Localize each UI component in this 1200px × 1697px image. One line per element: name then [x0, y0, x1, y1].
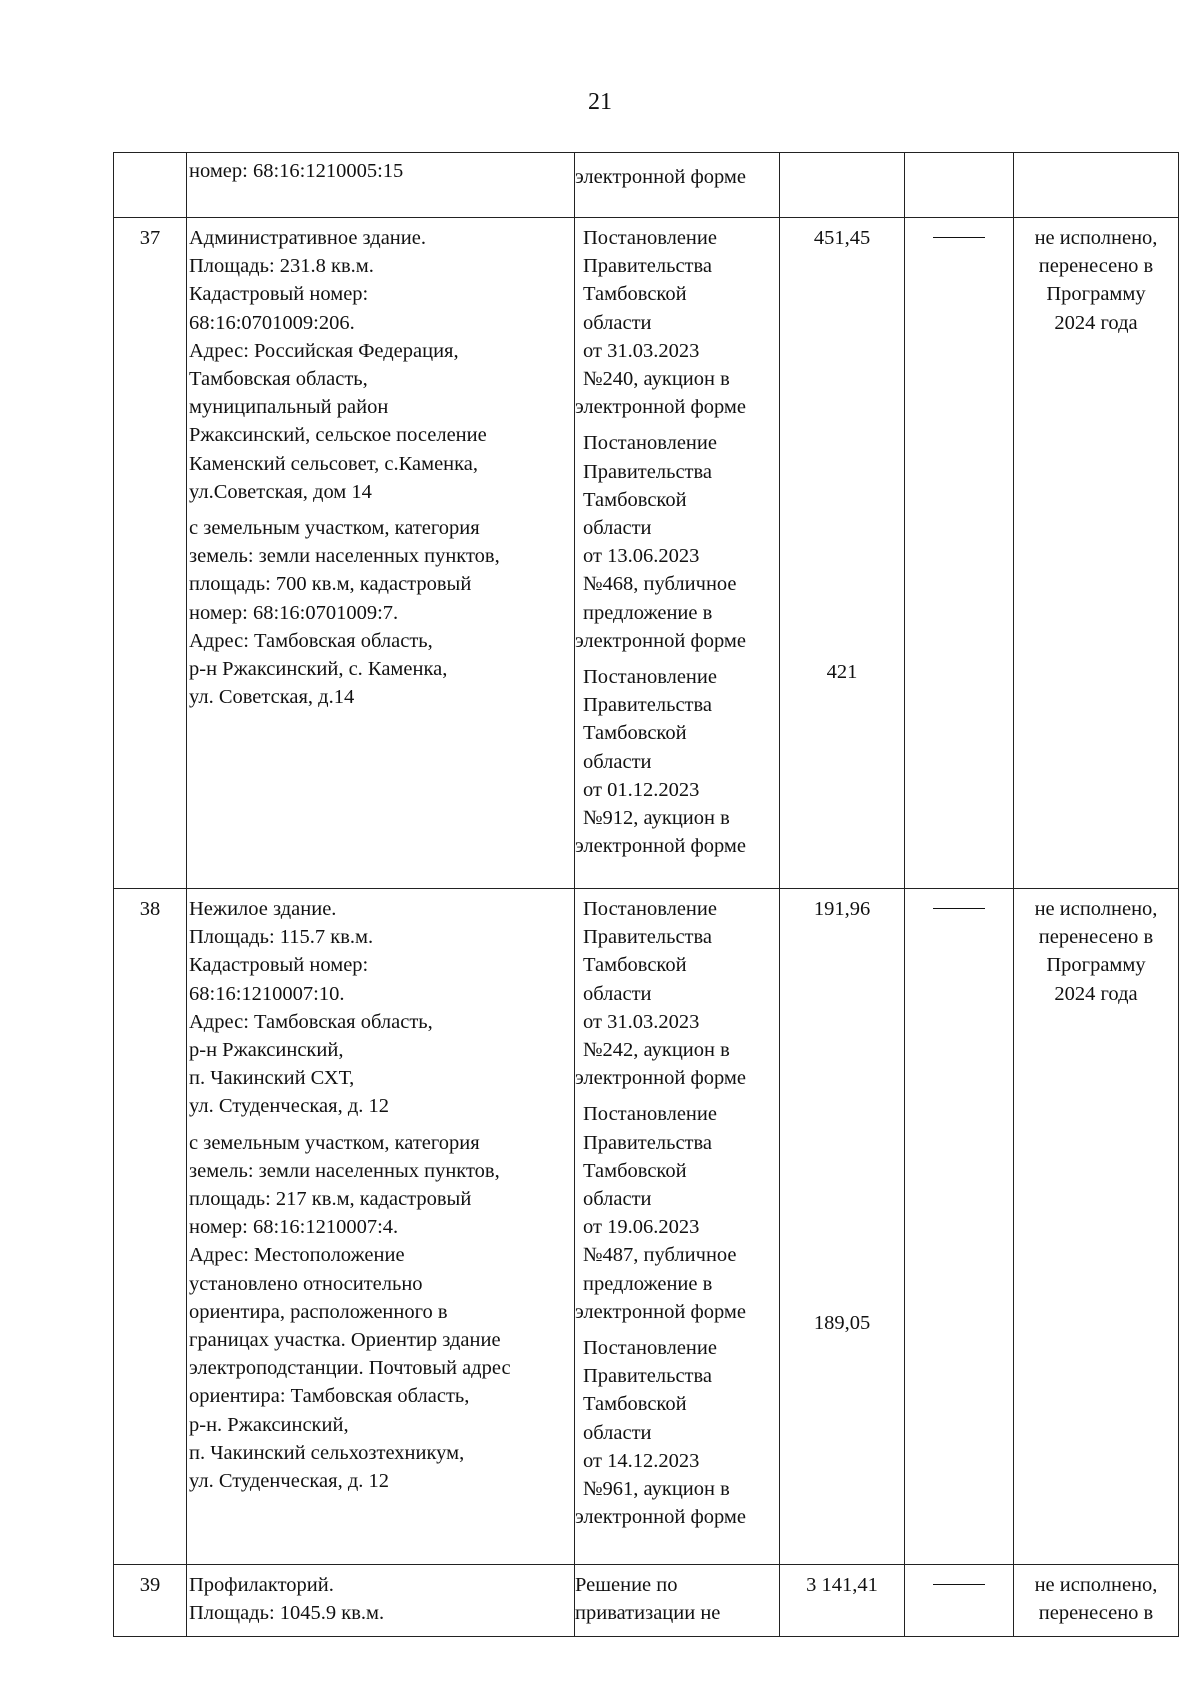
privatization-table — [113, 152, 1179, 1637]
dash-cell — [905, 153, 1014, 218]
dash-mark — [933, 1584, 985, 1585]
grounds-line: №487, публичное — [583, 1244, 737, 1267]
grounds-line: электронной форме — [575, 1067, 746, 1090]
grounds-line: Тамбовской — [583, 283, 687, 306]
grounds-line: от 31.03.2023 — [583, 1010, 700, 1033]
object-line: ул. Студенческая, д. 12 — [189, 1470, 390, 1493]
price-value: 3 141,41 — [806, 1574, 878, 1596]
object-line: р-н. Ржаксинский, — [189, 1413, 349, 1436]
grounds-line: электронной форме — [575, 835, 746, 858]
object-line: земель: земли населенных пунктов, — [189, 1159, 500, 1182]
object-line: 68:16:0701009:206. — [189, 311, 355, 334]
status-line: не исполнено, — [1034, 227, 1158, 249]
grounds-line: от 31.03.2023 — [583, 339, 700, 362]
grounds-line: Правительства — [583, 694, 713, 717]
grounds-line: области — [583, 982, 652, 1005]
grounds-line: Тамбовской — [583, 488, 687, 511]
object-line: Нежилое здание. — [189, 898, 337, 920]
object-line: Адрес: Тамбовская область, — [189, 1010, 433, 1033]
object-line: р-н Ржаксинский, — [189, 1039, 344, 1062]
status-cell — [1014, 1565, 1179, 1637]
grounds-line: области — [583, 1421, 652, 1444]
grounds-cell — [575, 1565, 780, 1637]
grounds-line: Правительства — [583, 460, 713, 483]
grounds-line: электронной форме — [575, 1300, 746, 1323]
grounds-line: Тамбовской — [583, 1159, 687, 1182]
grounds-decree-1 — [575, 895, 779, 1092]
object-line: границах участка. Ориентир здание — [189, 1329, 501, 1352]
grounds-line: №912, аукцион в — [583, 807, 730, 830]
object-line: Профилакторий. — [189, 1574, 334, 1596]
price-cell — [780, 218, 905, 889]
row-number-cell: 37 — [114, 218, 187, 889]
price-cell — [780, 889, 905, 1565]
object-line: ул. Студенческая, д. 12 — [189, 1095, 390, 1118]
grounds-line: Тамбовской — [583, 1393, 687, 1416]
row-number-cell — [114, 153, 187, 218]
grounds-decree-3 — [575, 663, 779, 860]
object-line: установлено относительно — [189, 1272, 423, 1295]
grounds-decree-3 — [575, 1334, 779, 1531]
status-line: Программу — [1046, 954, 1146, 977]
grounds-line: №240, аукцион в — [583, 368, 730, 391]
grounds-line: Постановление — [583, 1337, 717, 1360]
object-line: площадь: 700 кв.м, кадастровый — [189, 573, 472, 596]
object-line: Кадастровый номер: — [189, 283, 369, 306]
object-line: Адрес: Местоположение — [189, 1244, 405, 1267]
row-number-cell: 38 — [114, 889, 187, 1565]
grounds-line: Решение по — [575, 1574, 678, 1596]
page-number: 21 — [588, 89, 612, 115]
dash-mark — [933, 908, 985, 909]
grounds-line: №468, публичное — [583, 573, 737, 596]
object-line: Площадь: 1045.9 кв.м. — [189, 1602, 385, 1625]
table-row — [114, 889, 1179, 1565]
grounds-line: Постановление — [583, 227, 717, 249]
grounds-line: области — [583, 1188, 652, 1211]
object-line: Ржаксинский, сельское поселение — [189, 424, 487, 447]
object-line: 68:16:1210007:10. — [189, 982, 345, 1005]
object-line: ориентира: Тамбовская область, — [189, 1385, 470, 1408]
grounds-text: электронной форме — [575, 166, 746, 188]
object-line: муниципальный район — [189, 396, 389, 419]
object-line: номер: 68:16:1210007:4. — [189, 1216, 399, 1239]
object-line: Кадастровый номер: — [189, 954, 369, 977]
grounds-line: от 19.06.2023 — [583, 1216, 700, 1239]
object-line: Площадь: 115.7 кв.м. — [189, 926, 374, 949]
grounds-line: Постановление — [583, 1103, 717, 1126]
object-line: ул. Советская, д.14 — [189, 686, 355, 709]
object-line: п. Чакинский сельхозтехникум, — [189, 1441, 465, 1464]
status-cell — [1014, 218, 1179, 889]
table-row — [114, 218, 1179, 889]
object-land-paragraph — [189, 514, 572, 711]
object-cell — [187, 153, 575, 218]
object-cell — [187, 889, 575, 1565]
object-cell — [187, 1565, 575, 1637]
grounds-line: области — [583, 311, 652, 334]
object-text: номер: 68:16:1210005:15 — [189, 160, 404, 182]
row-number-cell: 39 — [114, 1565, 187, 1637]
object-line: ул.Советская, дом 14 — [189, 480, 372, 503]
object-line: Адрес: Российская Федерация, — [189, 339, 459, 362]
object-line: ориентира, расположенного в — [189, 1300, 448, 1323]
object-line: с земельным участком, категория — [189, 517, 480, 540]
price-value: 421 — [826, 661, 858, 684]
grounds-line: Правительства — [583, 926, 713, 949]
grounds-line: предложение в — [583, 1272, 713, 1295]
object-building-paragraph — [189, 224, 572, 506]
grounds-line: Постановление — [583, 666, 717, 689]
object-cell — [187, 218, 575, 889]
grounds-line: области — [583, 517, 652, 540]
grounds-decree-1 — [575, 224, 779, 421]
grounds-line: электронной форме — [575, 396, 746, 419]
object-line: Каменский сельсовет, с.Каменка, — [189, 452, 479, 475]
status-line: 2024 года — [1054, 311, 1138, 334]
status-line: не исполнено, — [1034, 898, 1158, 920]
object-land-paragraph — [189, 1129, 572, 1496]
object-line: номер: 68:16:0701009:7. — [189, 601, 399, 624]
object-line: Площадь: 231.8 кв.м. — [189, 255, 374, 278]
object-line: земель: земли населенных пунктов, — [189, 545, 500, 568]
status-cell — [1014, 153, 1179, 218]
grounds-line: предложение в — [583, 601, 713, 624]
grounds-line: Правительства — [583, 255, 713, 278]
grounds-line: от 01.12.2023 — [583, 778, 700, 801]
status-cell — [1014, 889, 1179, 1565]
object-line: площадь: 217 кв.м, кадастровый — [189, 1188, 472, 1211]
grounds-cell — [575, 153, 780, 218]
object-building-paragraph — [189, 895, 572, 1121]
price-value: 191,96 — [813, 898, 871, 920]
status-line: перенесено в — [1038, 1602, 1154, 1625]
object-line: с земельным участком, категория — [189, 1131, 480, 1154]
table-row — [114, 153, 1179, 218]
grounds-line: Постановление — [583, 432, 717, 455]
status-line: не исполнено, — [1034, 1574, 1158, 1596]
grounds-line: области — [583, 750, 652, 773]
grounds-line: №961, аукцион в — [583, 1478, 730, 1501]
grounds-decree-2 — [575, 429, 779, 655]
dash-mark — [933, 237, 985, 238]
grounds-line: Постановление — [583, 898, 717, 920]
object-line: р-н Ржаксинский, с. Каменка, — [189, 658, 448, 681]
price-cell — [780, 1565, 905, 1637]
grounds-line: приватизации не — [575, 1602, 721, 1625]
price-cell — [780, 153, 905, 218]
object-line: Адрес: Тамбовская область, — [189, 629, 433, 652]
grounds-cell — [575, 889, 780, 1565]
status-line: перенесено в — [1038, 255, 1154, 278]
dash-cell — [905, 218, 1014, 889]
grounds-line: электронной форме — [575, 629, 746, 652]
grounds-line: Тамбовской — [583, 954, 687, 977]
dash-cell — [905, 889, 1014, 1565]
price-value: 451,45 — [813, 227, 871, 249]
grounds-line: от 14.12.2023 — [583, 1449, 700, 1472]
status-line: перенесено в — [1038, 926, 1154, 949]
grounds-line: №242, аукцион в — [583, 1039, 730, 1062]
grounds-cell — [575, 218, 780, 889]
grounds-line: электронной форме — [575, 1506, 746, 1529]
table-row — [114, 1565, 1179, 1637]
object-line: п. Чакинский СХТ, — [189, 1067, 355, 1090]
grounds-line: от 13.06.2023 — [583, 545, 700, 568]
grounds-decree-2 — [575, 1100, 779, 1326]
dash-cell — [905, 1565, 1014, 1637]
object-line: Тамбовская область, — [189, 368, 368, 391]
object-line: электроподстанции. Почтовый адрес — [189, 1357, 511, 1380]
status-line: Программу — [1046, 283, 1146, 306]
grounds-line: Правительства — [583, 1131, 713, 1154]
object-line: Административное здание. — [189, 227, 426, 249]
status-line: 2024 года — [1054, 982, 1138, 1005]
grounds-line: Тамбовской — [583, 722, 687, 745]
grounds-line: Правительства — [583, 1365, 713, 1388]
price-value: 189,05 — [813, 1312, 871, 1335]
